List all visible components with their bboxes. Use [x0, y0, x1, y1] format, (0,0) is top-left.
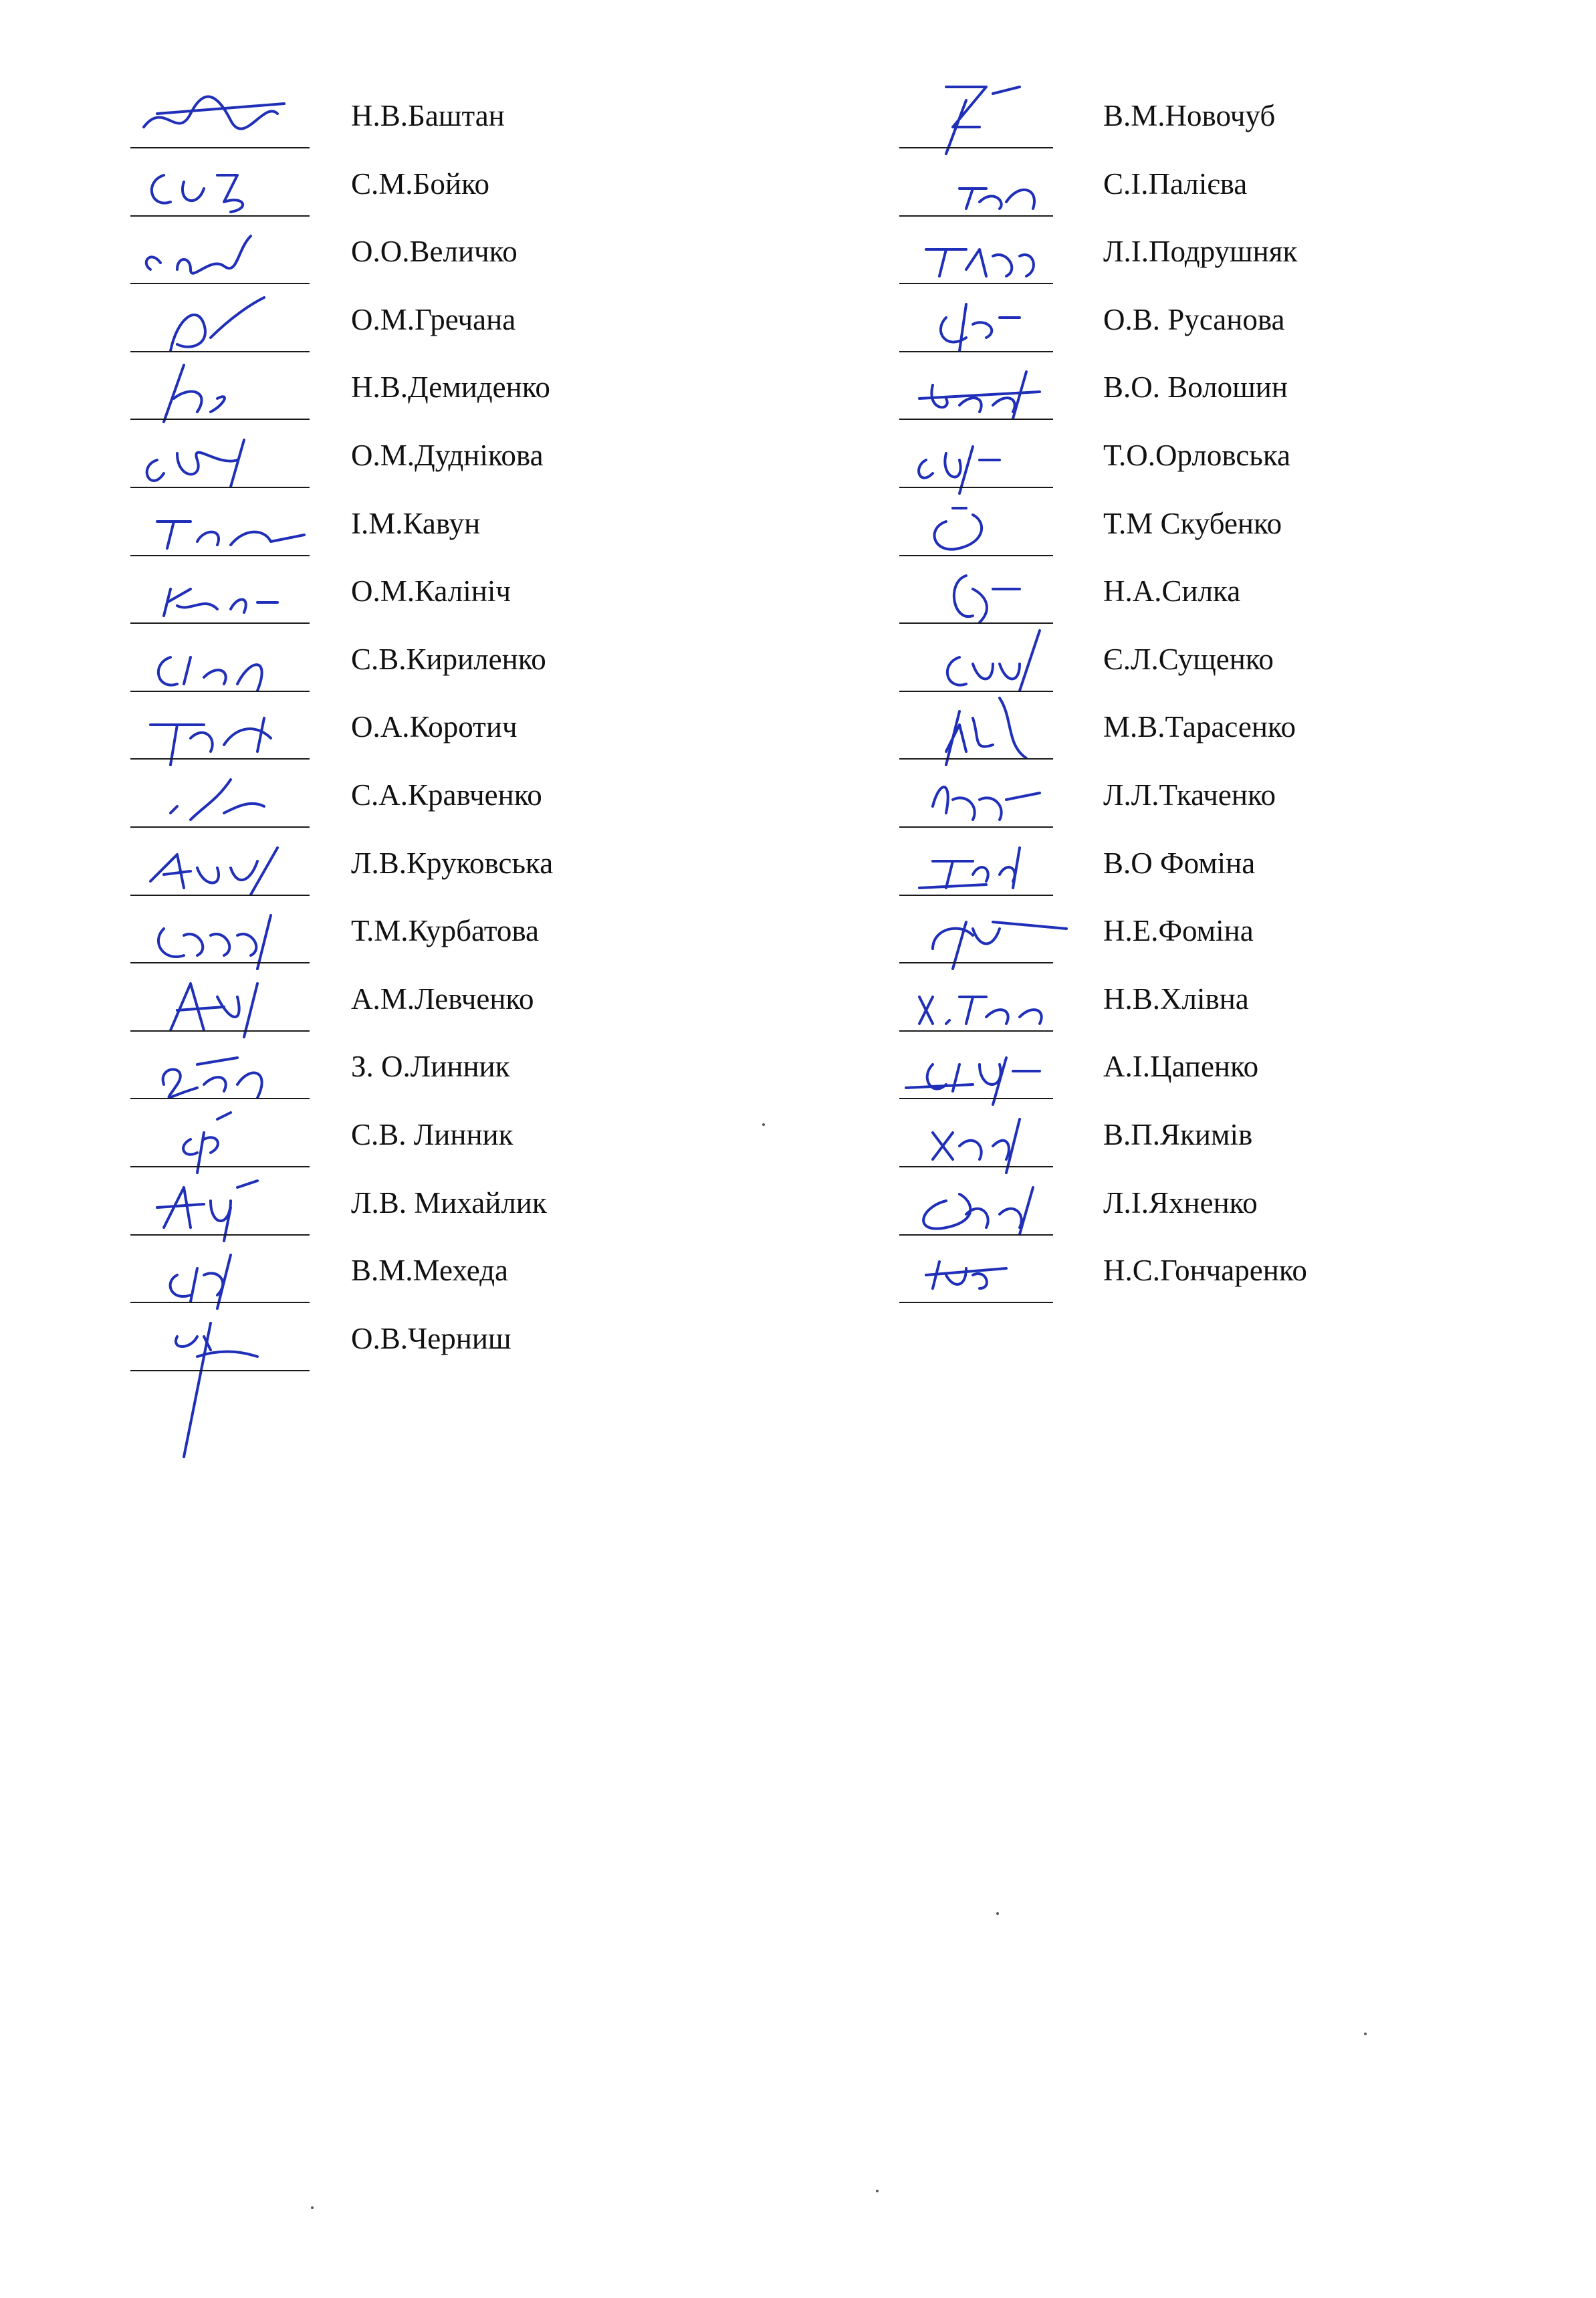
signatory-name: М.В.Тарасенко [1103, 710, 1296, 744]
signatory-name: А.М.Левченко [351, 982, 534, 1016]
left-signature-column [130, 86, 732, 1376]
signatory-name: С.В. Линник [351, 1117, 514, 1151]
signatory-name: О.В. Русанова [1103, 302, 1285, 336]
signatory-name: Л.Л.Ткаченко [1103, 778, 1276, 812]
signatory-name: Н.А.Силка [1103, 574, 1241, 608]
signatory-name: В.О Фоміна [1103, 846, 1256, 880]
signatory-name: Н.В.Демиденко [351, 370, 550, 405]
signatory-name: В.М.Новочуб [1103, 99, 1276, 132]
scan-speck [876, 2190, 879, 2192]
signatory-name: В.П.Якимів [1103, 1117, 1253, 1151]
signatory-name: О.М.Дуднікова [351, 438, 544, 472]
signatory-name: О.М.Гречана [351, 302, 516, 336]
signatory-name: Є.Л.Сущенко [1103, 642, 1274, 676]
signatory-name: Н.Е.Фоміна [1103, 914, 1254, 948]
signatory-name: Л.В. Михайлик [351, 1185, 547, 1220]
signatory-name: Н.С.Гончаренко [1103, 1254, 1307, 1288]
signatory-name: О.М.Калініч [351, 574, 511, 608]
signatory-name: С.В.Кириленко [351, 642, 546, 676]
handwritten-signature [137, 1296, 311, 1377]
signatory-name: Л.В.Круковська [351, 846, 554, 880]
scan-speck [311, 2206, 314, 2209]
signatory-name: Т.М Скубенко [1103, 506, 1282, 540]
signatory-name: Н.В.Баштан [351, 99, 505, 132]
signatory-name: С.А.Кравченко [351, 778, 542, 812]
signatory-name: Т.М.Курбатова [351, 914, 540, 948]
right-signature-column [899, 86, 1501, 1308]
signatory-name: Н.В.Хлівна [1103, 982, 1249, 1016]
signature-row [899, 1240, 1501, 1308]
scan-speck [762, 1123, 765, 1126]
handwritten-signature [906, 1228, 1080, 1308]
signature-line [899, 1302, 1053, 1303]
signatory-name: В.О. Волошин [1103, 370, 1288, 405]
signatory-name: Л.І.Яхненко [1103, 1185, 1258, 1220]
signatory-name: О.А.Коротич [351, 710, 518, 744]
signatory-name: С.М.Бойко [351, 166, 490, 201]
signatory-name: Л.І.Подрушняк [1103, 235, 1298, 269]
scan-speck [1364, 2033, 1367, 2035]
scan-speck [996, 1912, 999, 1915]
signature-line [130, 1370, 310, 1371]
signatory-name: З. О.Линник [351, 1050, 510, 1084]
signature-row [130, 1308, 732, 1377]
signatory-name: О.О.Величко [351, 235, 518, 269]
signatory-name: А.І.Цапенко [1103, 1050, 1259, 1084]
signatory-name: С.І.Палієва [1103, 166, 1248, 201]
signatory-name: І.М.Кавун [351, 506, 481, 540]
signatory-name: В.М.Мехеда [351, 1254, 508, 1288]
signatory-name: Т.О.Орловська [1103, 438, 1290, 472]
signatory-name: О.В.Черниш [351, 1321, 511, 1355]
